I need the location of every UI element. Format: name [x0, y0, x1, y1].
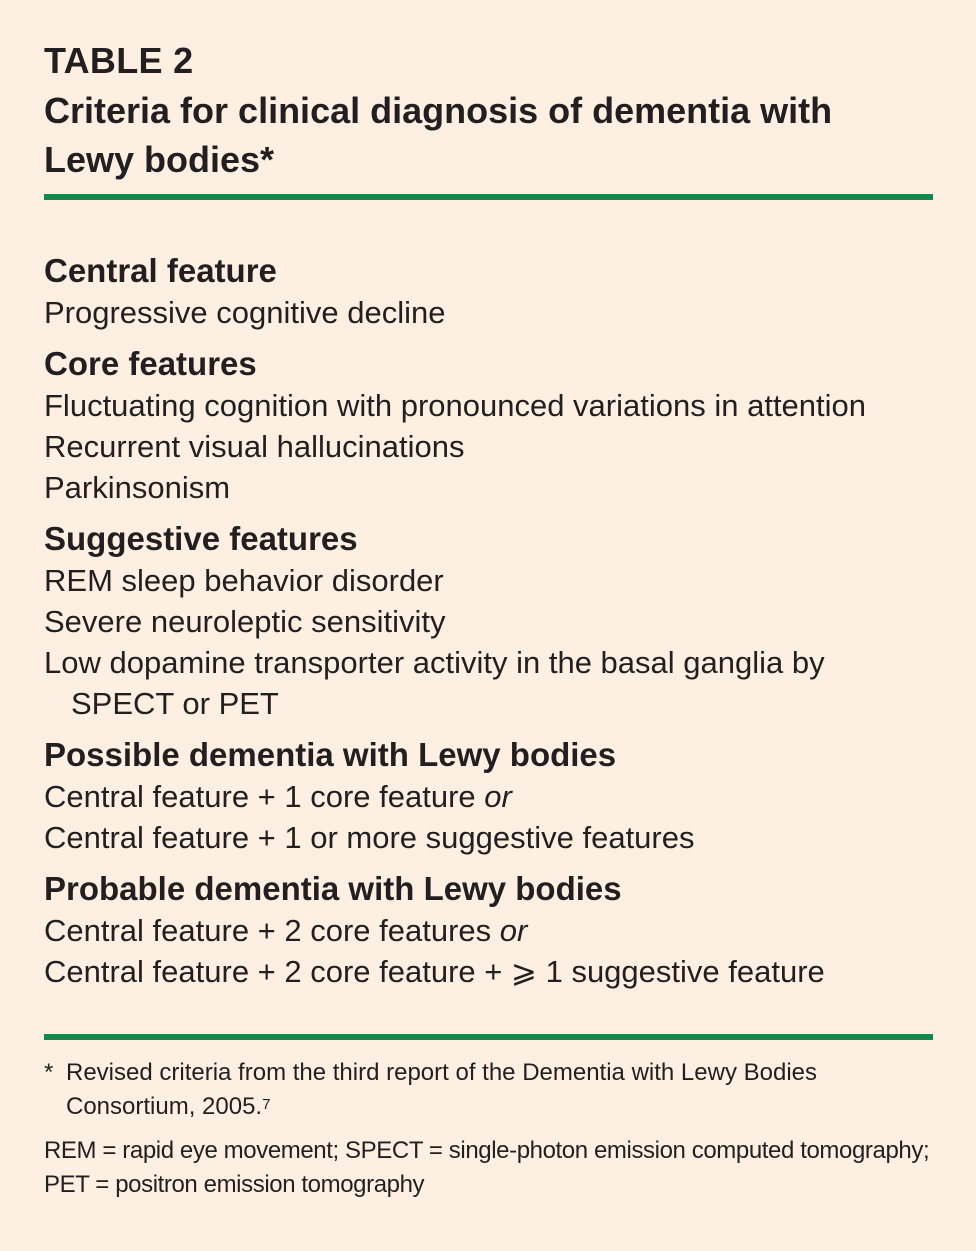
- list-item: Progressive cognitive decline: [44, 295, 446, 330]
- list-item: Parkinsonism: [44, 470, 231, 505]
- top-divider: [44, 194, 933, 200]
- table-title: Criteria for clinical diagnosis of dementia with Lewy bodies*: [44, 90, 833, 180]
- section-heading: Core features: [44, 345, 257, 382]
- section-central-feature: [44, 250, 932, 333]
- or-connector: or: [484, 779, 512, 814]
- list-item-text: Central feature + 1 core feature: [44, 779, 476, 814]
- list-item-continuation: SPECT or PET: [71, 686, 279, 721]
- footnote: [44, 1056, 932, 1124]
- list-item: REM sleep behavior disorder: [44, 563, 444, 598]
- table-label: TABLE 2: [44, 40, 194, 81]
- section-heading: Possible dementia with Lewy bodies: [44, 736, 617, 773]
- section-heading: Suggestive features: [44, 520, 358, 557]
- footnote-marker: *: [44, 1059, 54, 1086]
- bottom-divider: [44, 1034, 933, 1040]
- list-item: [44, 776, 932, 817]
- section-possible-dlb: [44, 734, 932, 858]
- section-core-features: [44, 343, 932, 508]
- table-notes: [44, 1056, 932, 1202]
- section-heading: Probable dementia with Lewy bodies: [44, 870, 622, 907]
- list-item: Fluctuating cognition with pronounced variations in attention: [44, 388, 867, 423]
- list-item: [44, 642, 932, 724]
- list-item: Central feature + 2 core feature + ⩾ 1 suggestive feature: [44, 954, 825, 989]
- section-suggestive-features: [44, 518, 932, 724]
- list-item: Severe neuroleptic sensitivity: [44, 604, 446, 639]
- list-item-text: Central feature + 2 core features: [44, 913, 492, 948]
- list-item: [44, 910, 932, 951]
- footnote-reference: 7: [262, 1096, 271, 1113]
- list-item: Central feature + 1 or more suggestive features: [44, 820, 695, 855]
- section-heading: Central feature: [44, 252, 277, 289]
- abbreviations-note: REM = rapid eye movement; SPECT = single-photon emission computed tomography; PET = positron emission tomography: [44, 1137, 930, 1198]
- section-probable-dlb: [44, 868, 932, 992]
- list-item-line: Low dopamine transporter activity in the basal ganglia by: [44, 645, 825, 680]
- criteria-list: [44, 250, 932, 992]
- footnote-text: Revised criteria from the third report of the Dementia with Lewy Bodies Consortium, 2005.: [66, 1059, 817, 1120]
- or-connector: or: [499, 913, 528, 948]
- list-item: Recurrent visual hallucinations: [44, 429, 465, 464]
- table-header: [44, 0, 932, 184]
